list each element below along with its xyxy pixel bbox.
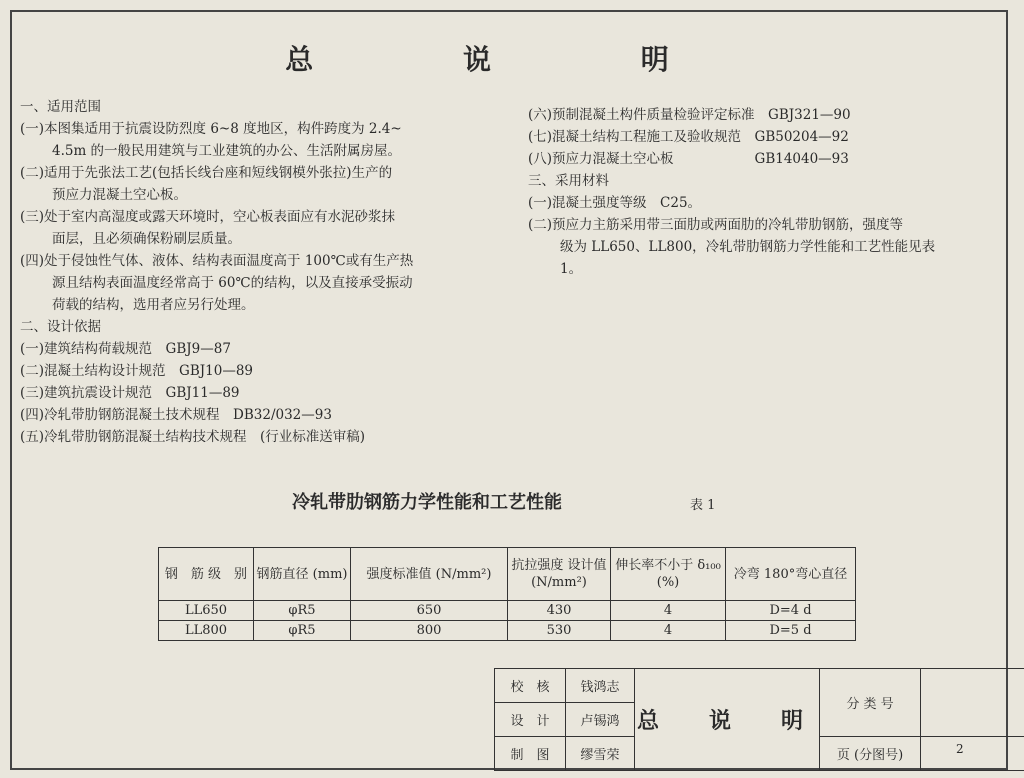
table-cell: 530 (508, 621, 611, 641)
text-line: (三)处于室内高湿度或露天环境时，空心板表面应有水泥砂浆抹 (20, 209, 396, 225)
table-row (159, 621, 856, 641)
properties-table (158, 547, 856, 641)
column-header: 钢 筋 级 别 (159, 548, 254, 601)
text-line: (八)预应力混凝土空心板 GB14040—93 (528, 151, 849, 167)
table-header-row (159, 548, 856, 601)
table-cell: 650 (351, 601, 508, 621)
table-cell: φR5 (254, 601, 351, 621)
category-label: 分 类 号 (820, 669, 921, 737)
signoff-row (495, 669, 1024, 703)
table-cell: LL800 (159, 621, 254, 641)
table-number: 表 1 (690, 498, 716, 513)
right-column (528, 104, 1008, 280)
text-line: (二)预应力主筋采用带三面肋或两面肋的冷轧带肋钢筋，强度等 (528, 217, 904, 233)
signoff-role: 校 核 (495, 669, 566, 703)
text-line: 源且结构表面温度经常高于 60℃的结构，以及直接承受振动 (52, 275, 413, 291)
text-line: 4.5m 的一般民用建筑与工业建筑的办公、生活附属房屋。 (52, 143, 402, 159)
text-line: 一、适用范围 (20, 99, 101, 115)
page-label: 页 (分图号) (820, 737, 921, 771)
column-header: 抗拉强度 设计值 (N/mm²) (508, 548, 611, 601)
category-value (921, 669, 1024, 737)
column-header: 伸长率不小于 δ₁₀₀ (%) (611, 548, 726, 601)
text-line: (四)处于侵蚀性气体、液体、结构表面温度高于 100℃或有生产热 (20, 253, 414, 269)
page-value (921, 737, 1024, 771)
text-line: 荷载的结构，选用者应另行处理。 (52, 297, 255, 313)
signoff-role: 制 图 (495, 737, 566, 771)
table-cell: φR5 (254, 621, 351, 641)
drawing-title (635, 669, 820, 771)
text-line: (一)建筑结构荷载规范 GBJ9—87 (20, 341, 231, 357)
title-block (494, 668, 1024, 771)
column-header: 强度标准值 (N/mm²) (351, 548, 508, 601)
signoff-name: 钱鸿志 (566, 669, 635, 703)
text-line: 二、设计依据 (20, 319, 101, 335)
text-line: 级为 LL650、LL800，冷轧带肋钢筋力学性能和工艺性能见表 (560, 239, 936, 255)
table-cell: 800 (351, 621, 508, 641)
text-line: 1。 (560, 261, 583, 277)
signoff-name: 卢锡鸿 (566, 703, 635, 737)
drawing-title-text: 总 说 明 (637, 709, 818, 734)
signoff-role: 设 计 (495, 703, 566, 737)
table-cell: D=5 d (726, 621, 856, 641)
text-line: (一)本图集适用于抗震设防烈度 6~8 度地区，构件跨度为 2.4~ (20, 121, 402, 137)
text-line: 三、采用材料 (528, 173, 609, 189)
text-line: (二)适用于先张法工艺(包括长线台座和短线钢模外张拉)生产的 (20, 165, 393, 181)
text-line: (三)建筑抗震设计规范 GBJ11—89 (20, 385, 240, 401)
text-line: (六)预制混凝土构件质量检验评定标准 GBJ321—90 (528, 107, 851, 123)
text-line: 预应力混凝土空心板。 (52, 187, 187, 203)
table-cell: D=4 d (726, 601, 856, 621)
table-cell: 4 (611, 621, 726, 641)
text-line: (五)冷轧带肋钢筋混凝土结构技术规程 (行业标准送审稿) (20, 429, 366, 445)
table-row (159, 601, 856, 621)
table-cell: 4 (611, 601, 726, 621)
text-line: (七)混凝土结构工程施工及验收规范 GB50204—92 (528, 129, 849, 145)
signoff-name: 缪雪荣 (566, 737, 635, 771)
page-number: 2 (956, 742, 964, 756)
left-column (20, 96, 500, 448)
text-line: (一)混凝土强度等级 C25。 (528, 195, 702, 211)
text-line: (四)冷轧带肋钢筋混凝土技术规程 DB32/032—93 (20, 407, 332, 423)
text-line: 面层，且必须确保粉刷层质量。 (52, 231, 241, 247)
table-cell: 430 (508, 601, 611, 621)
table-title: 冷轧带肋钢筋力学性能和工艺性能 (292, 492, 562, 513)
column-header: 冷弯 180°弯心直径 (726, 548, 856, 601)
document-title: 总 说 明 (285, 43, 739, 76)
column-header: 钢筋直径 (mm) (254, 548, 351, 601)
text-line: (二)混凝土结构设计规范 GBJ10—89 (20, 363, 254, 379)
table-cell: LL650 (159, 601, 254, 621)
